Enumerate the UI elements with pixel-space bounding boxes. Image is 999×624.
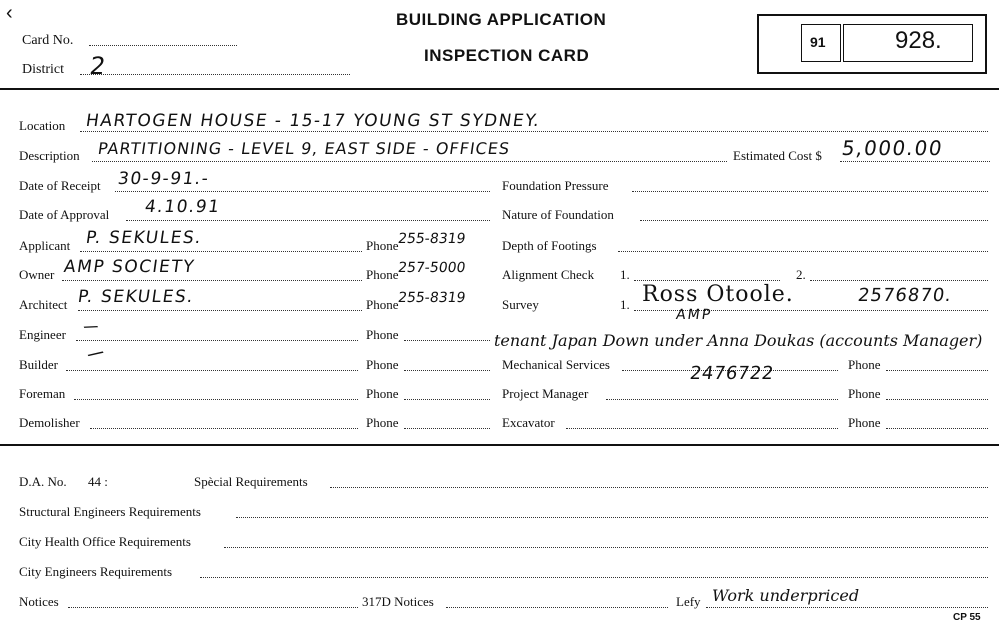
depth-footings-line [618, 251, 988, 252]
owner-line [62, 280, 362, 281]
alignment-1-line [634, 280, 780, 281]
levy-line [706, 607, 988, 608]
architect-phone-label: Phone [366, 297, 399, 312]
architect-label: Architect [19, 297, 68, 312]
owner-phone-label: Phone [366, 267, 399, 282]
location-line [80, 131, 988, 132]
owner-phone-value: 257-5000 [396, 260, 467, 276]
architect-value: P. SEKULES. [76, 287, 196, 307]
description-value: PARTITIONING - LEVEL 9, EAST SIDE - OFFICES [96, 139, 512, 158]
excavator-phone-line [886, 428, 988, 429]
special-requirements-label: Spècial Requirements [194, 474, 308, 489]
engineer-phone-label: Phone [366, 327, 399, 342]
levy-label: Lefy [676, 594, 701, 609]
applicant-value: P. SEKULES. [84, 228, 204, 248]
mechanical-phone-value: 2476722 [688, 363, 776, 384]
applicant-phone-value: 255-8319 [396, 231, 467, 247]
foundation-pressure-label: Foundation Pressure [502, 178, 609, 193]
demolisher-phone-label: Phone [366, 415, 399, 430]
levy-value: Work underpriced [712, 586, 860, 605]
foreman-label: Foreman [19, 386, 66, 401]
nature-foundation-label: Nature of Foundation [502, 207, 614, 222]
city-engineers-label: City Engineers Requirements [19, 564, 173, 579]
special-requirements-line [330, 487, 988, 488]
engineer-label: Engineer [19, 327, 66, 342]
card-number-box [757, 14, 987, 74]
builder-label: Builder [19, 357, 58, 372]
notices-317d-label: 317D Notices [362, 594, 434, 609]
survey-value: Ross Otoole. [642, 282, 794, 307]
health-requirements-label: City Health Office Requirements [19, 534, 191, 549]
survey-phone-value: 2576870. [856, 285, 954, 306]
notices-317d-line [446, 607, 668, 608]
estimated-cost-label: Estimated Cost $ [733, 148, 822, 163]
engineer-phone-line [404, 340, 490, 341]
da-label: D.A. No. [19, 474, 67, 489]
builder-phone-label: Phone [366, 357, 399, 372]
date-receipt-label: Date of Receipt [19, 178, 101, 193]
date-receipt-value: 30-9-91.- [116, 169, 211, 189]
foundation-pressure-line [632, 191, 988, 192]
foreman-phone-label: Phone [366, 386, 399, 401]
project-manager-line [606, 399, 838, 400]
top-divider [0, 88, 999, 90]
architect-phone-value: 255-8319 [396, 290, 467, 306]
date-receipt-line [115, 191, 490, 192]
owner-value: AMP SOCIETY [62, 257, 197, 277]
applicant-line [80, 251, 362, 252]
structural-requirements-line [236, 517, 988, 518]
mechanical-phone-line [886, 370, 988, 371]
location-label: Location [19, 118, 66, 133]
applicant-label: Applicant [19, 238, 71, 253]
description-line [92, 161, 727, 162]
excavator-phone-label: Phone [848, 415, 881, 430]
survey-note: AMP [674, 307, 714, 323]
mechanical-phone-label: Phone [848, 357, 881, 372]
alignment-check-label: Alignment Check [502, 267, 595, 282]
title-line-1: BUILDING APPLICATION [396, 10, 607, 29]
da-value: 44 : [88, 474, 108, 489]
survey-1: 1. [620, 297, 630, 312]
applicant-phone-label: Phone [366, 238, 399, 253]
depth-footings-label: Depth of Footings [502, 238, 597, 253]
notices-line [68, 607, 358, 608]
corner-mark: ‹ [6, 2, 13, 24]
middle-divider [0, 444, 999, 446]
nature-foundation-line [640, 220, 988, 221]
card-code: 91 [810, 34, 826, 50]
city-engineers-line [200, 577, 988, 578]
date-approval-label: Date of Approval [19, 207, 110, 222]
tenant-note: tenant Japan Down under Anna Doukas (accounts Manager) [494, 331, 983, 350]
date-approval-value: 4.10.91 [143, 197, 222, 217]
estimated-cost-value: 5,000.00 [840, 136, 945, 160]
demolisher-line [90, 428, 358, 429]
excavator-label: Excavator [502, 415, 555, 430]
project-manager-phone-line [886, 399, 988, 400]
location-value: HARTOGEN HOUSE - 15-17 YOUNG ST SYDNEY. [84, 111, 542, 131]
alignment-2-line [810, 280, 988, 281]
district-label: District [22, 62, 64, 77]
district-line [80, 74, 350, 75]
builder-line [66, 370, 358, 371]
notices-label: Notices [19, 594, 59, 609]
engineer-line [76, 340, 358, 341]
demolisher-phone-line [404, 428, 490, 429]
form-code: CP 55 [953, 612, 981, 623]
mechanical-label: Mechanical Services [502, 357, 610, 372]
estimated-cost-line [840, 161, 990, 162]
title-line-2: INSPECTION CARD [424, 46, 590, 65]
architect-line [78, 310, 362, 311]
structural-requirements-label: Structural Engineers Requirements [19, 504, 201, 519]
description-label: Description [19, 148, 80, 163]
project-manager-label: Project Manager [502, 386, 589, 401]
builder-value: / [84, 345, 107, 364]
excavator-line [566, 428, 838, 429]
health-requirements-line [224, 547, 988, 548]
card-number: 928. [895, 27, 942, 54]
card-no-label: Card No. [22, 33, 74, 48]
demolisher-label: Demolisher [19, 415, 80, 430]
builder-phone-line [404, 370, 490, 371]
project-manager-phone-label: Phone [848, 386, 881, 401]
survey-label: Survey [502, 297, 539, 312]
engineer-value: / [81, 321, 102, 334]
foreman-phone-line [404, 399, 490, 400]
card-no-line [89, 45, 237, 46]
owner-label: Owner [19, 267, 55, 282]
alignment-1: 1. [620, 267, 630, 282]
alignment-2: 2. [796, 267, 806, 282]
date-approval-line [126, 220, 490, 221]
district-value: 2 [88, 52, 109, 80]
foreman-line [74, 399, 358, 400]
